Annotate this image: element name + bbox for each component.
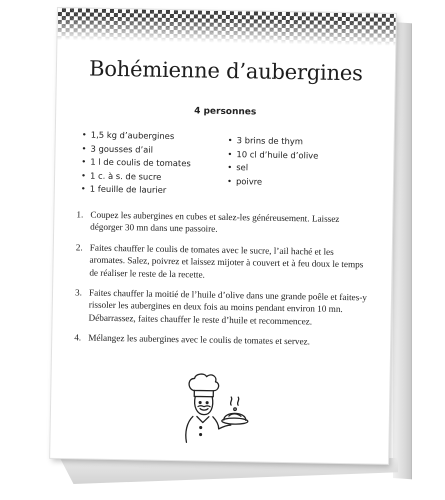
bullet-icon: • <box>227 162 233 173</box>
recipe-steps <box>74 208 368 357</box>
step-item <box>74 332 366 350</box>
ingredient-item: • 3 brins de thym <box>227 134 304 147</box>
servings-label: 4 personnes <box>194 106 257 118</box>
step-item <box>74 286 367 328</box>
ingredient-item: • 1 feuille de laurier <box>80 183 167 196</box>
ingredient-item: • poivre <box>227 175 377 191</box>
bullet-icon: • <box>226 175 233 186</box>
step-number: 1. <box>76 209 84 220</box>
checkered-border <box>57 8 396 46</box>
chef-icon <box>178 372 249 445</box>
calendar-stack-side <box>393 22 412 479</box>
step-item <box>76 208 368 238</box>
recipe-card <box>50 8 396 464</box>
bullet-icon: • <box>81 156 87 167</box>
ingredient-item: • 1 l de coulis de tomates <box>81 156 191 169</box>
ingredient-item: • 10 cl d’huile d’olive <box>227 148 319 161</box>
ingredient-list-left <box>81 128 232 199</box>
bullet-icon: • <box>227 134 233 146</box>
ingredient-item: • 1 c. à s. de sucre <box>80 170 162 182</box>
step-number: 4. <box>74 332 82 343</box>
bullet-icon: • <box>81 129 87 140</box>
bullet-icon: • <box>81 143 87 154</box>
bullet-icon: • <box>80 170 87 181</box>
step-text: Coupez les aubergines en cubes et salez-les généreusement. Laissez dégorger 30 mn dans une passoire. <box>90 209 340 235</box>
bullet-icon: • <box>80 183 86 194</box>
recipe-title: Bohémienne d’aubergines <box>88 56 363 86</box>
ingredient-item: • 3 gousses d’ail <box>81 143 154 155</box>
bullet-icon: • <box>227 148 233 159</box>
ingredient-item: • 1,5 kg d’aubergines <box>81 129 175 142</box>
step-number: 2. <box>75 242 83 253</box>
step-text: Faites chauffer le coulis de tomates avec le sucre, l’ail haché et les aromates. Salez, poivrez et laissez mijoter à couvert et à feu doux le temps de réaliser le reste de la recette. <box>89 242 364 280</box>
ingredient-item: • sel <box>227 161 377 177</box>
step-number: 3. <box>74 287 83 298</box>
step-text: Mélangez les aubergines avec le coulis de tomates et servez. <box>88 332 311 347</box>
step-item <box>75 241 368 283</box>
step-text: Faites chauffer la moitié de l’huile d’olive dans une grande poêle et faites-y rissoler les aubergines en deux fois au moins pendant environ 10 mn. Débarrassez, faites chauffer le reste d’huile et recommencez. <box>88 287 367 327</box>
ingredient-list-right <box>227 134 378 191</box>
